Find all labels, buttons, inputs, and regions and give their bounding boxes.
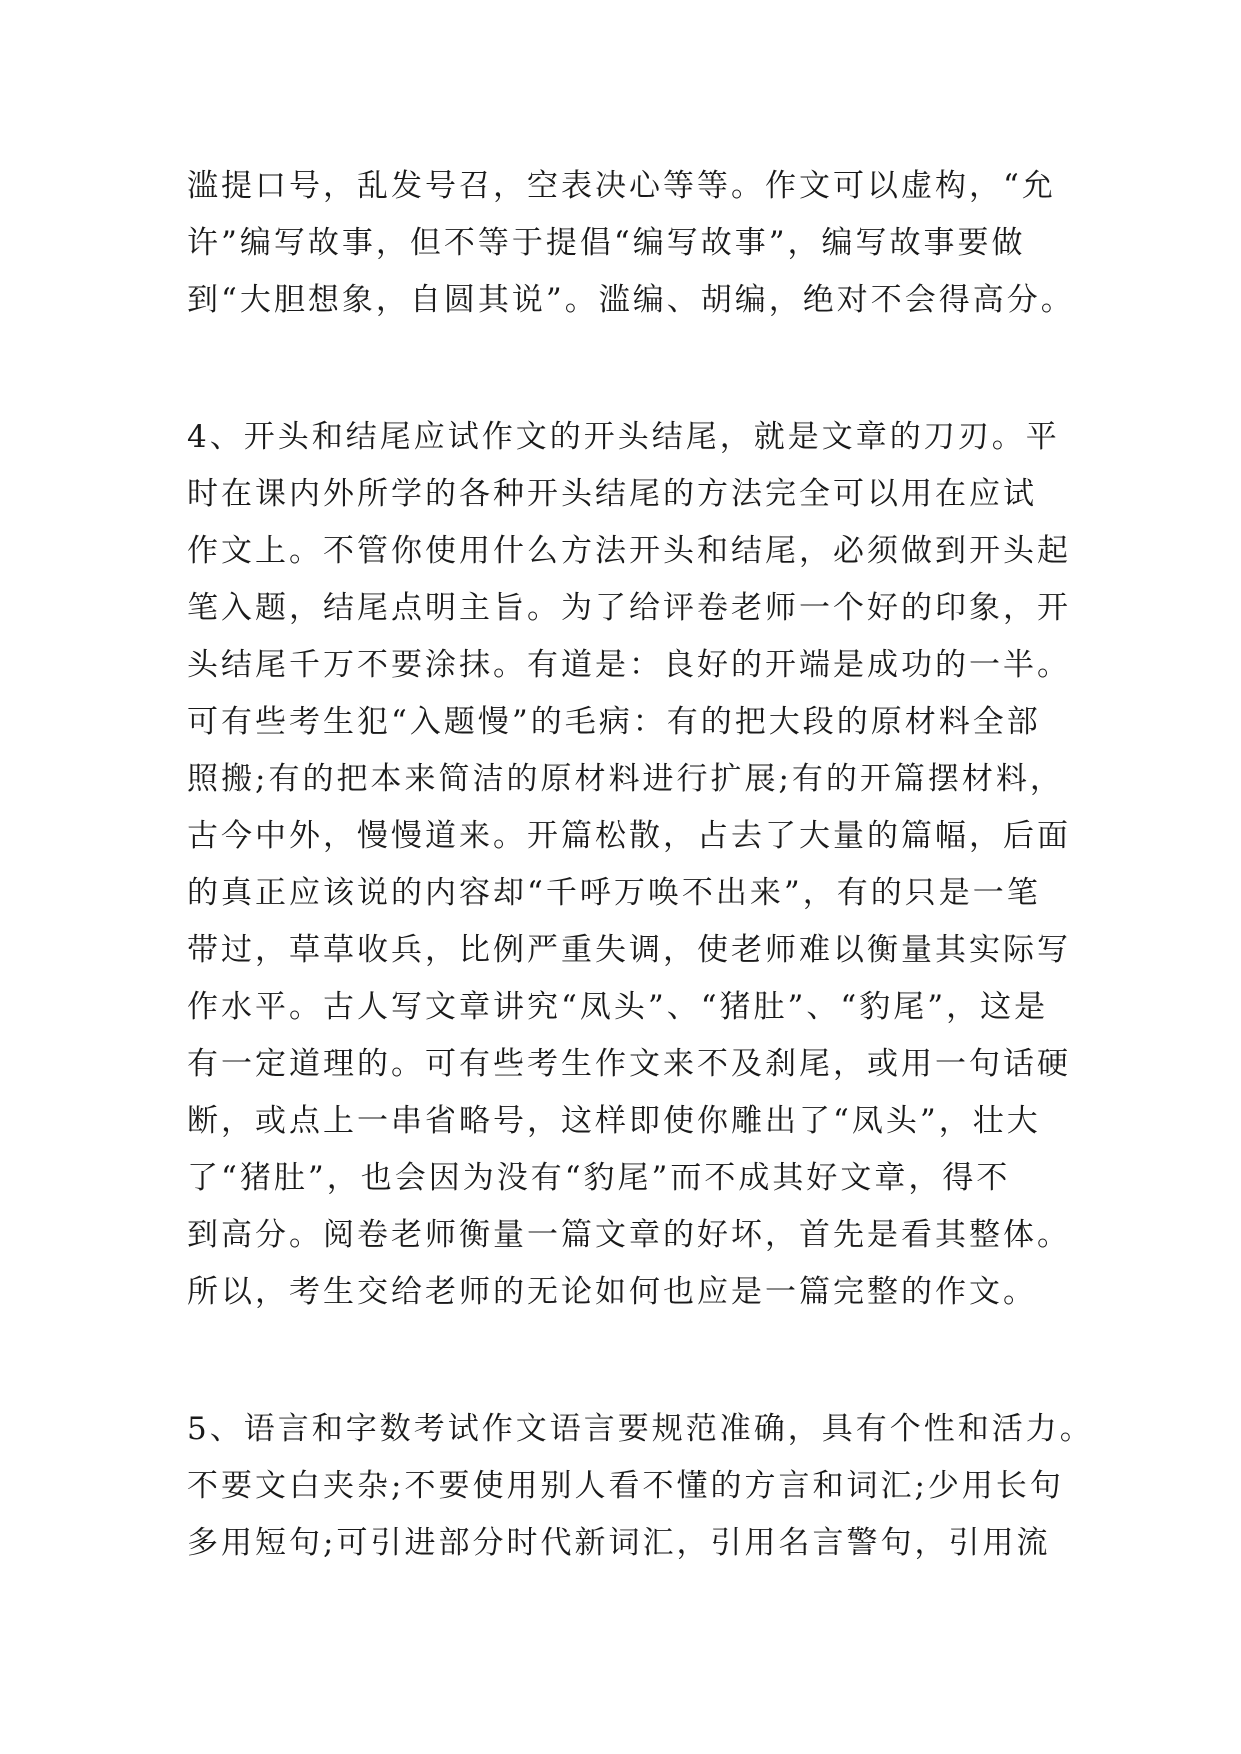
text-line: 到“大胆想象，自圆其说”。滥编、胡编，绝对不会得高分。: [187, 282, 1075, 318]
text-line: 了“猪肚”，也会因为没有“豹尾”而不成其好文章，得不: [187, 1160, 1011, 1196]
document-body: [187, 158, 1094, 1572]
text-line: 时在课内外所学的各种开头结尾的方法完全可以用在应试: [187, 476, 1037, 512]
text-line: 不要文白夹杂;不要使用别人看不懂的方言和词汇;少用长句: [187, 1468, 1064, 1504]
text-line: 所以，考生交给老师的无论如何也应是一篇完整的作文。: [187, 1274, 1037, 1310]
text-line: 照搬;有的把本来简洁的原材料进行扩展;有的开篇摆材料，: [187, 761, 1064, 797]
text-line: 有一定道理的。可有些考生作文来不及刹尾，或用一句话硬: [187, 1046, 1071, 1082]
paragraph-spacer: [187, 1321, 1067, 1401]
text-line: 5、语言和字数考试作文语言要规范准确，具有个性和活力。: [187, 1411, 1094, 1447]
text-line: 的真正应该说的内容却“千呼万唤不出来”，有的只是一笔: [187, 875, 1041, 911]
text-line: 许”编写故事，但不等于提倡“编写故事”，编写故事要做: [187, 225, 1026, 261]
text-line: 笔入题，结尾点明主旨。为了给评卷老师一个好的印象，开: [187, 590, 1071, 626]
paragraph-3: [187, 1401, 1094, 1572]
text-line: 可有些考生犯“入题慢”的毛病：有的把大段的原材料全部: [187, 704, 1041, 740]
paragraph-2: [187, 409, 1071, 1321]
text-line: 头结尾千万不要涂抹。有道是：良好的开端是成功的一半。: [187, 647, 1071, 683]
text-line: 到高分。阅卷老师衡量一篇文章的好坏，首先是看其整体。: [187, 1217, 1071, 1253]
text-line: 带过，草草收兵，比例严重失调，使老师难以衡量其实际写: [187, 932, 1071, 968]
text-line: 断，或点上一串省略号，这样即使你雕出了“凤头”，壮大: [187, 1103, 1041, 1139]
text-line: 作水平。古人写文章讲究“凤头”、“猪肚”、“豹尾”，这是: [187, 989, 1049, 1025]
text-line: 滥提口号，乱发号召，空表决心等等。作文可以虚构，“允: [187, 168, 1056, 204]
text-line: 作文上。不管你使用什么方法开头和结尾，必须做到开头起: [187, 533, 1071, 569]
text-line: 多用短句;可引进部分时代新词汇，引用名言警句，引用流: [187, 1525, 1051, 1561]
text-line: 古今中外，慢慢道来。开篇松散，占去了大量的篇幅，后面: [187, 818, 1071, 854]
text-line: 4、开头和结尾应试作文的开头结尾，就是文章的刀刃。平: [187, 419, 1060, 455]
paragraph-1: [187, 158, 1075, 329]
paragraph-spacer: [187, 329, 1067, 409]
